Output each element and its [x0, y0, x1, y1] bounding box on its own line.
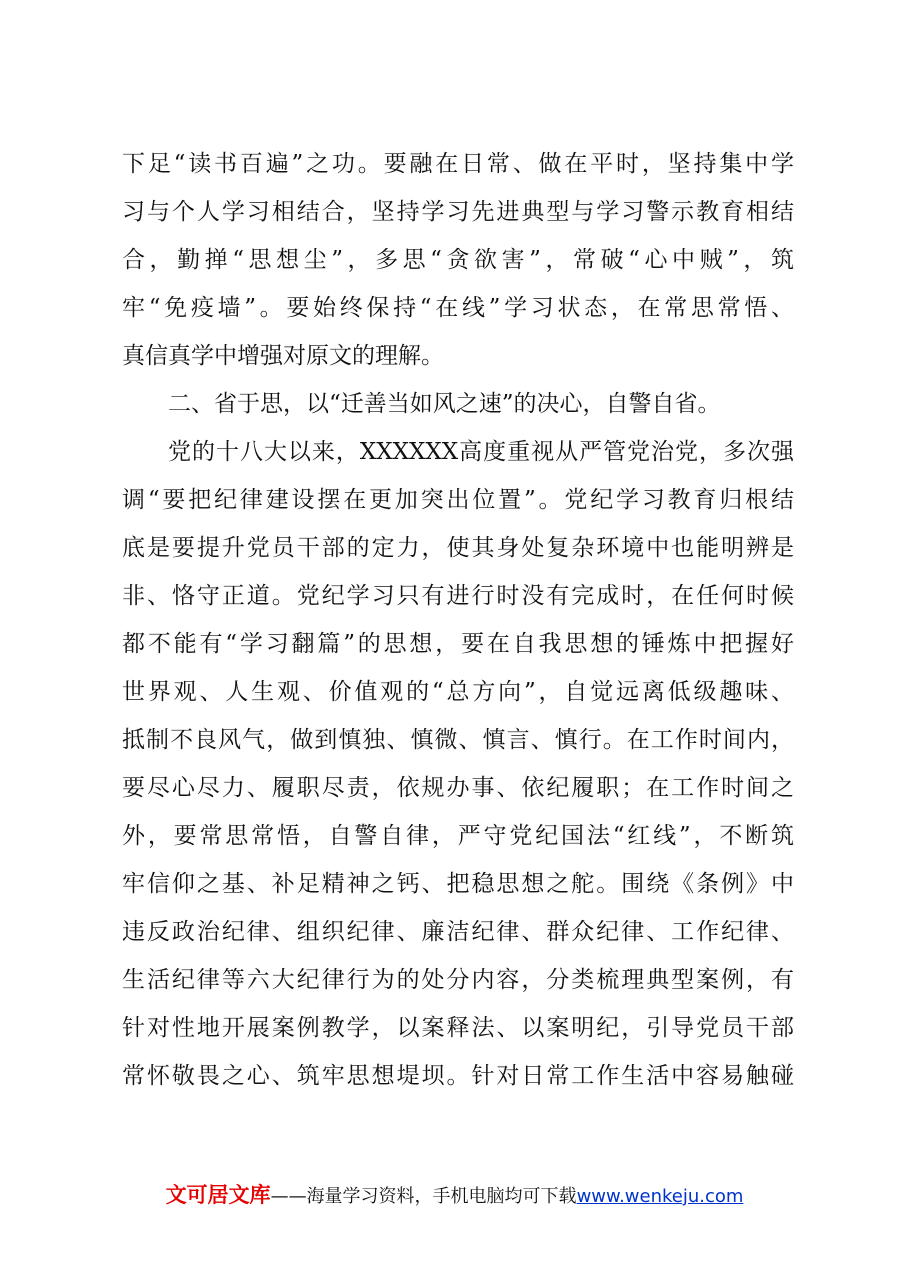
- body-line: 常怀敬畏之心、筑牢思想堤坝。针对日常工作生活中容易触碰: [122, 1063, 794, 1089]
- body-line: 习与个人学习相结合，坚持学习先进典型与学习警示教育相结: [122, 199, 794, 225]
- brand-name: 文可居文库: [165, 1183, 271, 1207]
- body-line: 外，要常思常悟，自警自律，严守党纪国法“红线”，不断筑: [122, 823, 794, 849]
- footer-tagline: ——海量学习资料，手机电脑均可下载: [270, 1186, 577, 1207]
- document-body: [122, 140, 794, 1100]
- website-link[interactable]: www.wenkeju.com: [576, 1186, 744, 1207]
- body-line: 都不能有“学习翻篇”的思想，要在自我思想的锤炼中把握好: [122, 631, 794, 657]
- body-line: 调“要把纪律建设摆在更加突出位置”。党纪学习教育归根结: [122, 487, 794, 513]
- body-line: 下足“读书百遍”之功。要融在日常、做在平时，坚持集中学: [122, 151, 794, 177]
- body-line: 生活纪律等六大纪律行为的处分内容，分类梳理典型案例，有: [122, 967, 794, 993]
- body-line: 抵制不良风气，做到慎独、慎微、慎言、慎行。在工作时间内，: [122, 727, 794, 753]
- section-heading: 二、省于思，以“迁善当如风之速”的决心，自警自省。: [168, 391, 721, 417]
- body-line: 合，勤掸“思想尘”，多思“贪欲害”，常破“心中贼”，筑: [122, 247, 794, 273]
- body-line: 真信真学中增强对原文的理解。: [122, 343, 444, 369]
- body-line: 牢信仰之基、补足精神之钙、把稳思想之舵。围绕《条例》中: [122, 871, 794, 897]
- body-line: 非、恪守正道。党纪学习只有进行时没有完成时，在任何时候: [122, 583, 794, 609]
- body-line: 世界观、人生观、价值观的“总方向”，自觉远离低级趣味、: [122, 679, 794, 705]
- body-line: 底是要提升党员干部的定力，使其身处复杂环境中也能明辨是: [122, 535, 794, 561]
- body-line: 党的十八大以来，XXXXXX高度重视从严管党治党，多次强: [168, 439, 794, 465]
- body-line: 要尽心尽力、履职尽责，依规办事、依纪履职；在工作时间之: [122, 775, 794, 801]
- body-line: 牢“免疫墙”。要始终保持“在线”学习状态，在常思常悟、: [122, 295, 794, 321]
- body-line: 违反政治纪律、组织纪律、廉洁纪律、群众纪律、工作纪律、: [122, 919, 794, 945]
- footer-banner: [0, 1180, 909, 1212]
- body-line: 针对性地开展案例教学，以案释法、以案明纪，引导党员干部: [122, 1015, 794, 1041]
